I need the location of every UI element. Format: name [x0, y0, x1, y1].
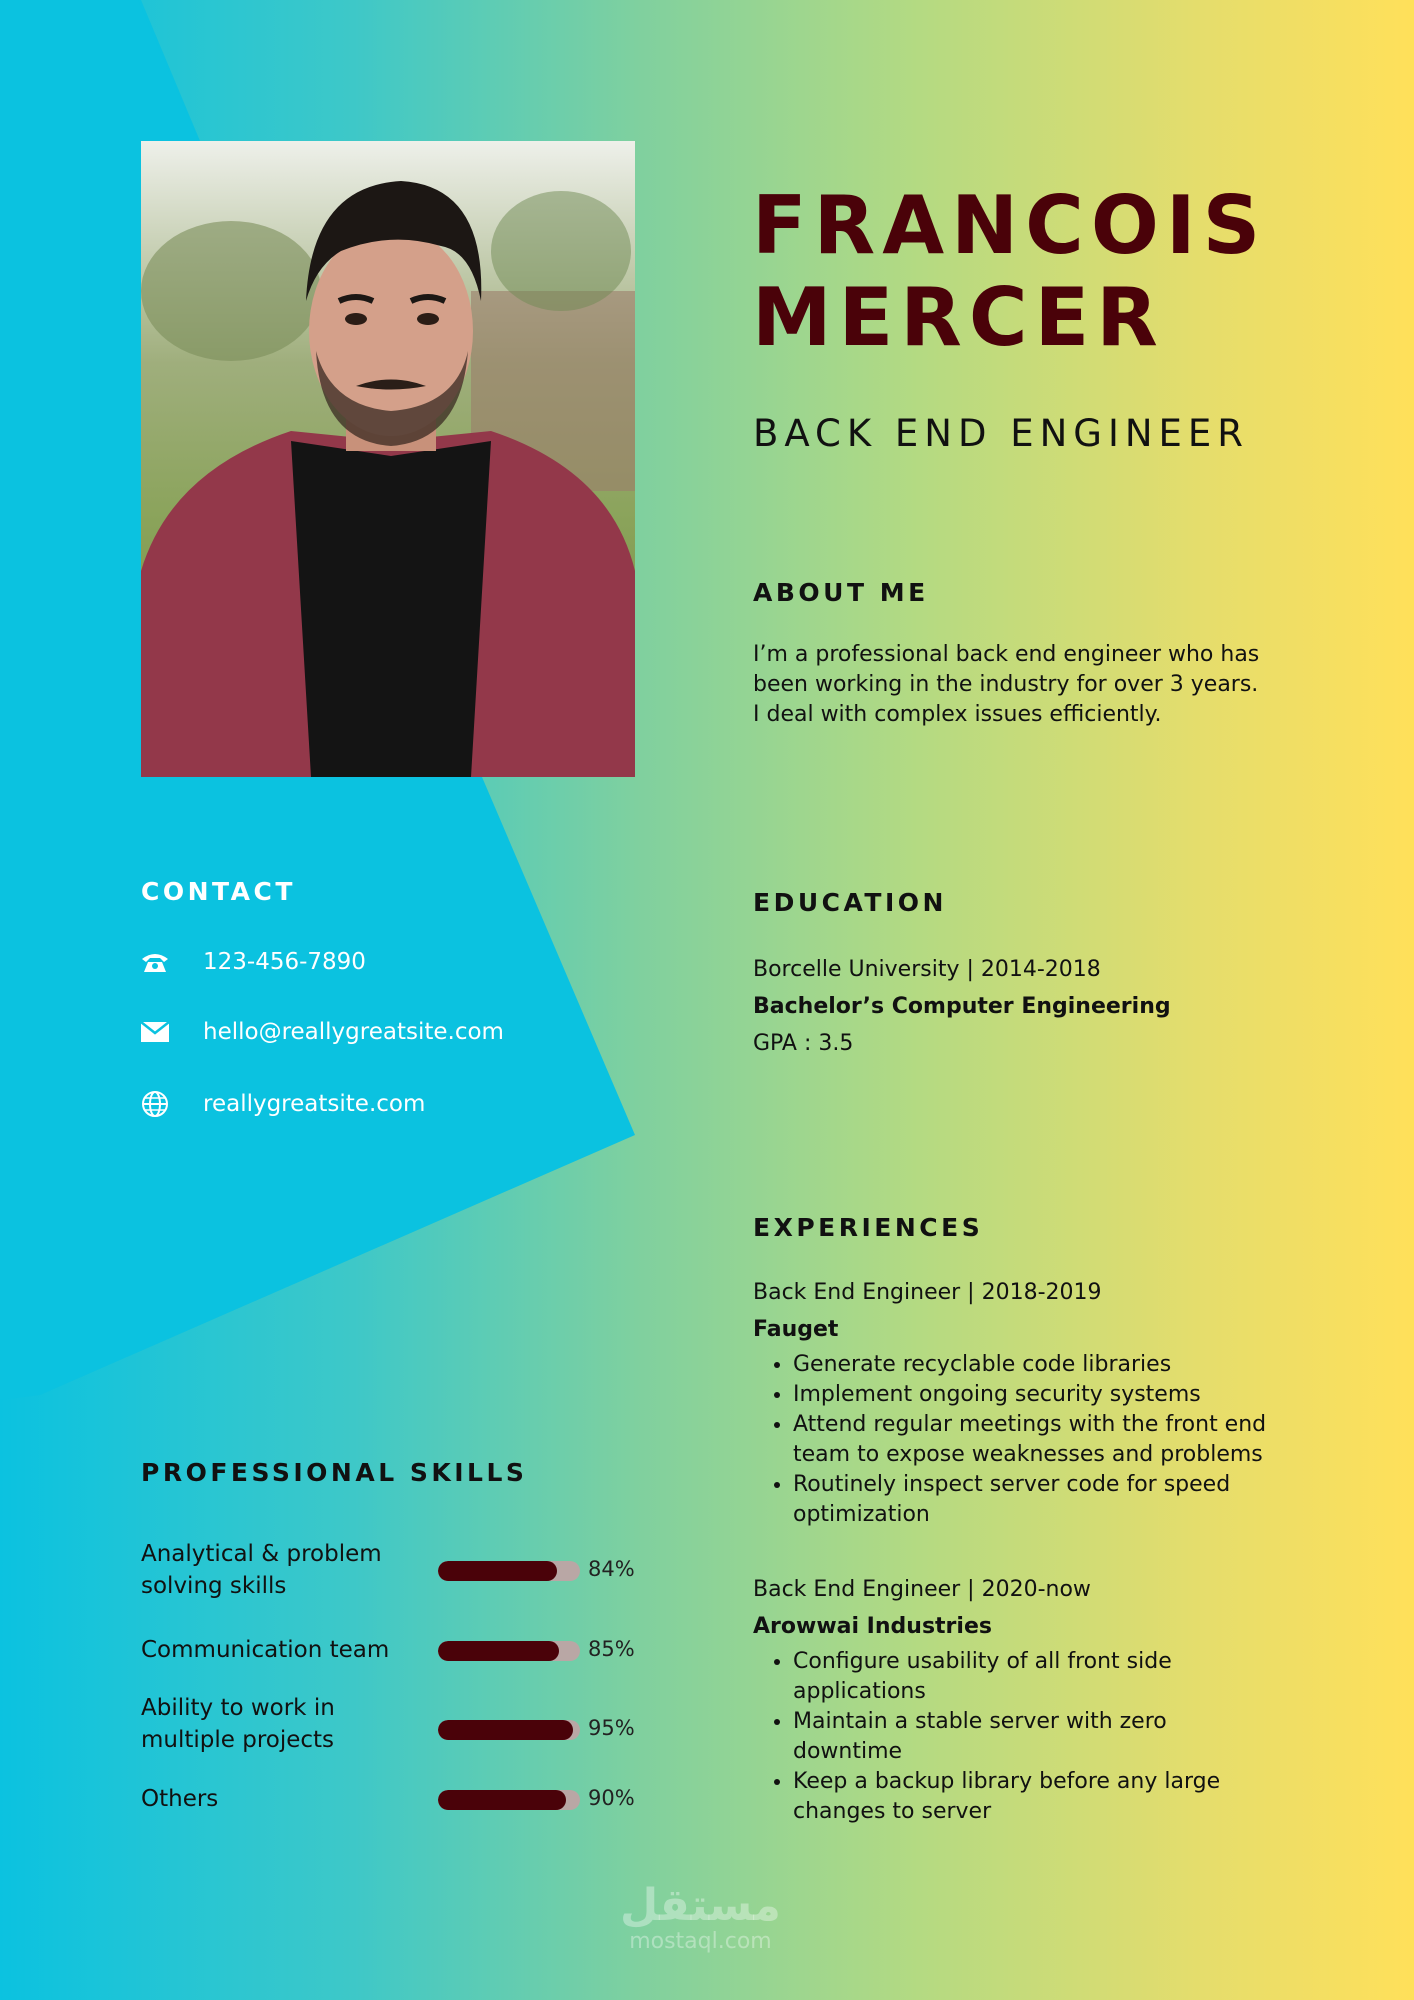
last-name: MERCER: [752, 271, 1165, 364]
job-2-bullets: [753, 1647, 1220, 1827]
job-2-title: Back End Engineer | 2020-now: [753, 1577, 1091, 1602]
education-details: [753, 951, 1171, 1062]
job-1-company: Fauget: [753, 1317, 839, 1342]
job-bullet: • Generate recyclable code libraries: [793, 1350, 1266, 1380]
skills-heading: PROFESSIONAL SKILLS: [141, 1458, 528, 1487]
job-title: BACK END ENGINEER: [753, 412, 1249, 455]
about-line: I’m a professional back end engineer who has: [753, 642, 1260, 667]
job-bullet: • Keep a backup library before any large changes to server: [793, 1767, 1220, 1827]
skill-bar-fill: [438, 1790, 566, 1810]
contact-website[interactable]: [141, 1090, 425, 1118]
job-bullet: • Maintain a stable server with zero downtime: [793, 1707, 1220, 1767]
job-bullet: • Implement ongoing security systems: [793, 1380, 1266, 1410]
job-1-bullets: [753, 1350, 1266, 1530]
education-school: Borcelle University | 2014-2018: [753, 957, 1101, 982]
experiences-heading: EXPERIENCES: [753, 1213, 984, 1242]
skill-bar: [438, 1720, 580, 1740]
about-text: [753, 640, 1259, 730]
contact-email[interactable]: [141, 1018, 504, 1046]
contact-phone[interactable]: [141, 948, 366, 976]
skill-percent: 95%: [588, 1716, 635, 1740]
skill-label: Communication team: [141, 1637, 390, 1663]
skill-label: Others: [141, 1786, 219, 1812]
education-degree: Bachelor’s Computer Engineering: [753, 994, 1171, 1019]
watermark-arabic: مستقل: [620, 1880, 781, 1931]
mail-icon: [141, 1018, 169, 1046]
skill-bar-fill: [438, 1720, 573, 1740]
job-bullet: • Routinely inspect server code for speed optimization: [793, 1470, 1266, 1530]
contact-heading: CONTACT: [141, 877, 296, 906]
job-2-header: [753, 1571, 1091, 1645]
about-line: been working in the industry for over 3 years.: [753, 672, 1259, 697]
skill-bar: [438, 1641, 580, 1661]
education-heading: EDUCATION: [753, 888, 947, 917]
skill-bar: [438, 1561, 580, 1581]
website-text: reallygreatsite.com: [203, 1091, 426, 1117]
education-gpa: GPA : 3.5: [753, 1031, 854, 1056]
phone-icon: [141, 948, 169, 976]
job-1-title: Back End Engineer | 2018-2019: [753, 1280, 1102, 1305]
skill-bar-fill: [438, 1561, 557, 1581]
about-heading: ABOUT ME: [753, 578, 929, 607]
skill-percent: 84%: [588, 1557, 635, 1581]
globe-icon: [141, 1090, 169, 1118]
about-line: I deal with complex issues efficiently.: [753, 702, 1162, 727]
profile-photo: [141, 141, 635, 777]
skill-percent: 85%: [588, 1637, 635, 1661]
skill-bar: [438, 1790, 580, 1810]
email-text: hello@reallygreatsite.com: [203, 1019, 504, 1045]
first-name: FRANCOIS: [752, 179, 1268, 272]
job-bullet: • Attend regular meetings with the front end team to expose weaknesses and problems: [793, 1410, 1266, 1470]
watermark: [620, 1882, 781, 1954]
watermark-latin: mostaql.com: [629, 1929, 772, 1954]
phone-text: 123-456-7890: [203, 949, 366, 975]
full-name: [752, 180, 1267, 364]
skill-label: Analytical & problem solving skills: [141, 1541, 382, 1599]
skill-label: Ability to work in multiple projects: [141, 1695, 335, 1753]
job-bullet: • Configure usability of all front side applications: [793, 1647, 1220, 1707]
skill-bar-fill: [438, 1641, 559, 1661]
job-1-header: [753, 1274, 1102, 1348]
job-2-company: Arowwai Industries: [753, 1614, 992, 1639]
skill-percent: 90%: [588, 1786, 635, 1810]
